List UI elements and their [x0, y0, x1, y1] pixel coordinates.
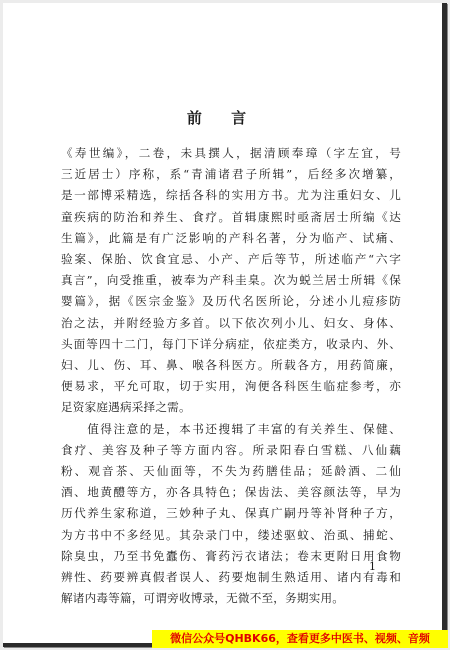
text-line: 头面等四十二门，每门下详分病症，依症类方，收录内、外、 — [61, 336, 401, 351]
book-page — [3, 3, 447, 647]
text-line: 婴篇》，据《医宗金鉴》及历代名医所论，分述小儿痘疹防 — [61, 294, 401, 309]
text-line: 酒、地黄醴等方，亦各具特色；保齿法、美容颜法等，早为 — [61, 485, 401, 500]
text-line: 《寿世编》，二卷，未具撰人，据清顾奉璋（字左宜，号 — [61, 146, 401, 160]
page-title: 前 言 — [186, 109, 259, 127]
text-line: 生篇》，此篇是有广泛影响的产科名著，分为临产、试痛、 — [61, 230, 401, 245]
page-number: 1 — [369, 560, 376, 573]
text-line: 值得注意的是，本书还搜辑了丰富的有关养生、保健、 — [61, 421, 401, 436]
text-line: 验案、保胎、饮食宜忌、小产、产后等节，所述临产“六字 — [61, 252, 401, 267]
text-line: 是一部博采精选，综括各科的实用方书。尤为注重妇女、儿 — [61, 188, 401, 203]
text-line: 食疗、美容及种子等方面内容。所录阳春白雪糕、八仙藕 — [61, 442, 401, 457]
text-line: 为方书中不多经见。其杂录门中，缕述驱蚊、治虱、捕蛇、 — [61, 527, 401, 542]
text-line: 三近居士）序称，系“青浦诸君子所辑”，后经多次增纂， — [61, 167, 401, 182]
paragraph-2 — [61, 419, 401, 610]
text-line: 治之法，并附经验方多首。以下依次列小儿、妇女、身体、 — [61, 315, 401, 330]
text-line: 便易求，平允可取，切于实用，洵便各科医生临症参考，亦 — [61, 379, 401, 394]
paragraph-1 — [61, 143, 401, 419]
text-line: 妇、儿、伤、耳、鼻、喉各科医方。所载各方，用药简廉， — [61, 358, 401, 373]
text-line: 除臭虫，乃至书免蠹伤、膏药污衣诸法；卷末更附日用食物 — [61, 548, 401, 563]
text-line: 真言”，向受推重，被奉为产科圭臬。次为蜕兰居士所辑《保 — [61, 273, 401, 288]
text-line: 历代养生家称道，三妙种子丸、保真广嗣丹等补肾种子方， — [61, 506, 401, 521]
text-line: 童疾病的防治和养生、食疗。首辑康熙时亟斋居士所编《达 — [61, 209, 401, 224]
text-line: 足资家庭遇病采择之需。 — [61, 400, 191, 415]
text-line: 解诸内毒等篇，可谓旁收博录，无微不至，务期实用。 — [61, 591, 345, 606]
page-body — [61, 143, 401, 609]
text-line: 粉、观音茶、天仙面等，不失为药膳佳品；延龄酒、二仙 — [61, 464, 401, 479]
text-line: 辨性、药要辨真假者误人、药要炮制生熟适用、诸内有毒和 — [61, 570, 401, 585]
watermark-banner: 微信公众号QHBK66，查看更多中医书、视频、音频 — [152, 630, 448, 648]
